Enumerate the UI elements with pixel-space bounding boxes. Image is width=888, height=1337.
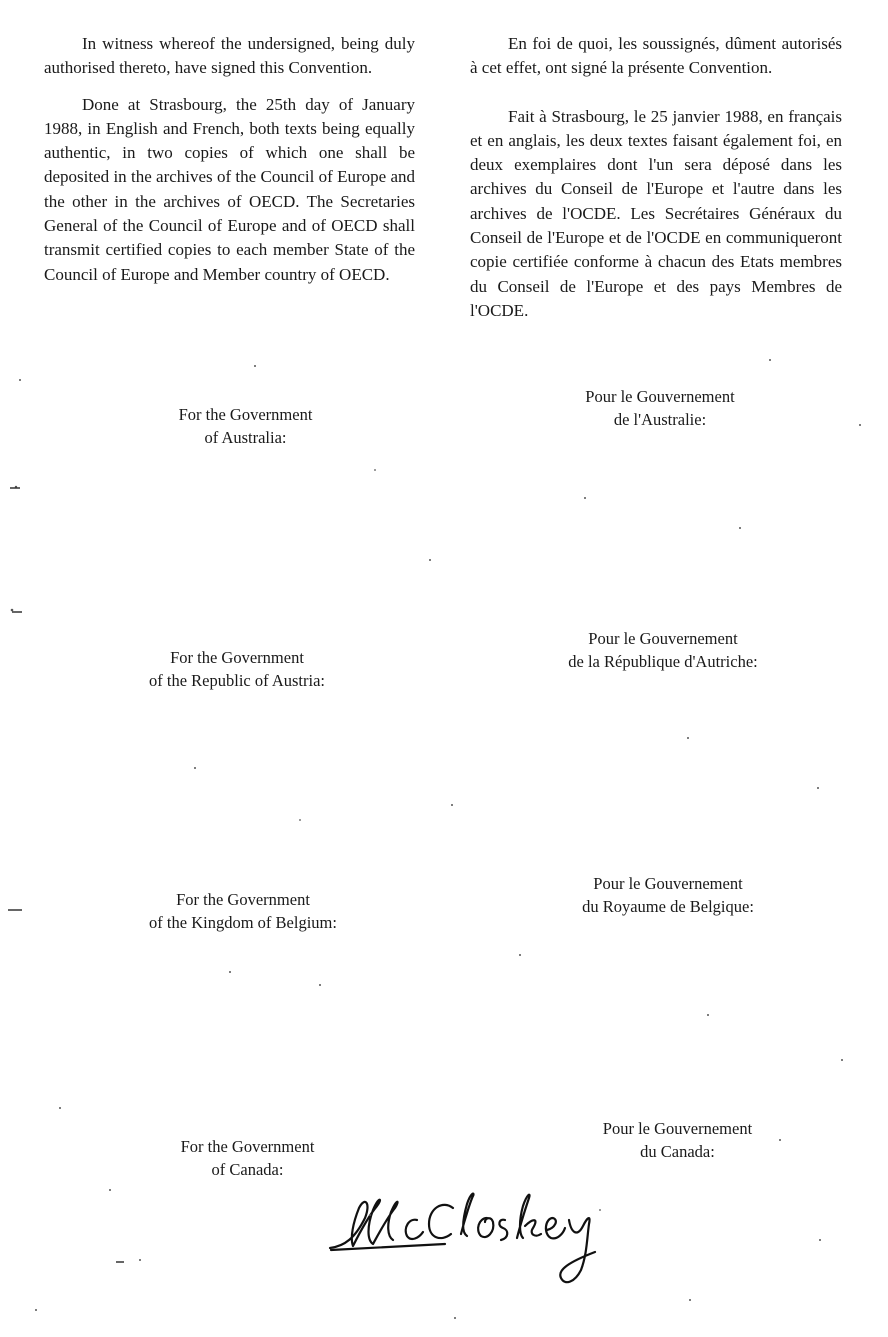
french-paragraph-en-foi: En foi de quoi, les soussignés, dûment autorisés à cet effet, ont signé la présente Convention.: [470, 34, 842, 78]
signature-block-country: du Canada:: [640, 1142, 715, 1161]
signature-block-heading: For the Government: [180, 1137, 315, 1156]
signature-block-canada-en: [140, 1135, 355, 1181]
signature-block-heading: Pour le Gouvernement: [585, 387, 735, 406]
handwritten-signature: [325, 1178, 615, 1298]
signature-block-austria-fr: [538, 627, 788, 673]
french-paragraph-fait-a: Fait à Strasbourg, le 25 janvier 1988, en français et en anglais, les deux textes faisant également foi, en deux exemplaires dont l'un sera déposé dans les archives du Conseil de l'Europe et l'autre dans les archives de l'OCDE. Les Secrétaires Généraux du Conseil de l'Europe et de l'OCDE en communiqueront copie certifiée conforme à chacun des Etats membres du Conseil de l'Europe et des pays Membres de l'OCDE.: [470, 106, 842, 320]
signature-block-austria-en: [110, 646, 364, 692]
signature-block-country: of Australia:: [204, 428, 287, 447]
signature-block-country: de l'Australie:: [613, 410, 707, 429]
signature-block-country: of Canada:: [211, 1160, 284, 1179]
signature-block-heading: For the Government: [178, 405, 313, 424]
signature-block-country: de la République d'Autriche:: [568, 652, 758, 671]
signature-block-canada-fr: [565, 1117, 790, 1163]
signature-block-belgium-en: [115, 888, 371, 934]
signature-block-heading: For the Government: [170, 648, 304, 667]
signature-block-country: of the Republic of Austria:: [149, 671, 325, 690]
signature-block-country: of the Kingdom of Belgium:: [149, 913, 337, 932]
signature-block-heading: For the Government: [176, 890, 310, 909]
english-paragraph-witness: In witness whereof the undersigned, being duly authorised thereto, have signed this Convention.: [44, 34, 415, 78]
signature-block-country: du Royaume de Belgique:: [582, 897, 754, 916]
signature-block-belgium-fr: [548, 872, 788, 918]
signature-block-heading: Pour le Gouvernement: [588, 629, 738, 648]
english-column: [44, 32, 415, 299]
french-column: [470, 32, 842, 335]
signature-block-australia-en: [128, 403, 363, 449]
signature-block-heading: Pour le Gouvernement: [602, 1119, 753, 1138]
english-paragraph-done-at: Done at Strasbourg, the 25th day of January 1988, in English and French, both texts being equally authentic, in two copies of which one shall be deposited in the archives of the Council of Europe and the other in the archives of OECD. The Secretaries General of the Council of Europe and of OECD shall transmit certified copies to each member State of the Council of Europe and Member country of OECD.: [44, 94, 415, 284]
signature-block-heading: Pour le Gouvernement: [593, 874, 743, 893]
signature-block-australia-fr: [540, 385, 780, 431]
